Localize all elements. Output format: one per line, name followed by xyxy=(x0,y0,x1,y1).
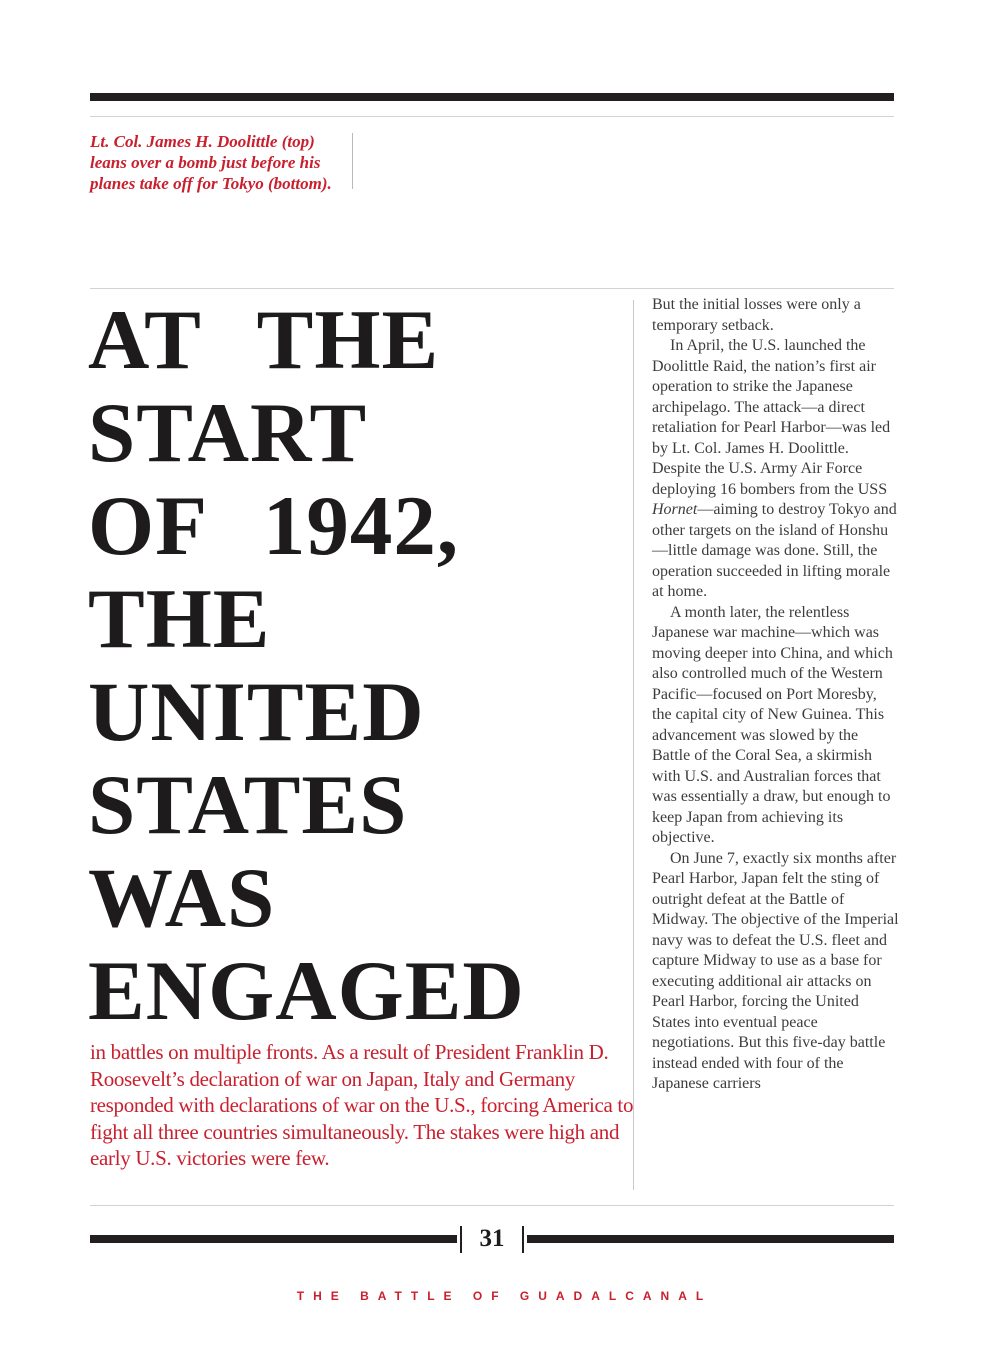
running-title: THE BATTLE OF GUADALCANAL xyxy=(296,1289,713,1303)
headline-line: OF 1942, xyxy=(88,479,460,573)
body-text: A month later, the relentless Japanese war machine—which was moving deeper into China, and which also controlled much of the Western Pacific—focused on Port Moresby, the capital city of New Guinea. This advancement was slowed by the Battle of the Coral Sea, a skirmish with U.S. and Australian forces that was essentially a draw, but enough to keep Japan from achieving its objective. xyxy=(652,603,893,846)
ship-name-italic: Hornet xyxy=(652,501,698,518)
body-text: But the initial losses were only a temporary setback. xyxy=(652,296,861,334)
body-text: In April, the U.S. launched the Doolittle Raid, the nation’s first air operation to strike the Japanese archipelago. The attack—a direct retaliation for Pearl Harbor—was led by Lt. Col. James H. Doolittle. Despite the U.S. Army Air Force deploying 16 bombers from the USS xyxy=(652,337,891,498)
photo-caption-line: planes take off for Tokyo (bottom). xyxy=(90,174,332,193)
headline-line: START xyxy=(88,386,368,480)
column-divider-rule xyxy=(633,300,634,1190)
headline-line: STATES xyxy=(88,758,408,852)
body-paragraph xyxy=(652,336,899,603)
headline-line: ENGAGED xyxy=(88,944,525,1038)
photo-caption xyxy=(90,131,345,194)
photo-caption-line: leans over a bomb just before his xyxy=(90,153,321,172)
headline-line: WAS xyxy=(88,851,276,945)
body-text: —aiming to destroy Tokyo and other targets on the island of Honshu—little damage was done. Still, the operation succeeded in lifting morale at home. xyxy=(652,501,897,600)
footer-hairline-rule xyxy=(90,1205,894,1206)
headline-line: THE xyxy=(88,572,271,666)
page-number: 31 xyxy=(479,1225,505,1252)
top-thick-rule xyxy=(90,93,894,101)
content-top-hairline xyxy=(90,288,894,289)
headline-line: AT THE xyxy=(88,293,440,387)
body-paragraph xyxy=(652,295,899,336)
headline-line: UNITED xyxy=(88,665,425,759)
footer-thick-rule-left xyxy=(90,1235,457,1243)
photo-caption-line: Lt. Col. James H. Doolittle (top) xyxy=(90,132,315,151)
caption-divider-rule xyxy=(352,133,353,189)
display-headline xyxy=(88,294,633,1038)
top-hairline-rule xyxy=(90,116,894,117)
body-paragraph xyxy=(652,849,899,1095)
body-paragraph xyxy=(652,603,899,849)
footer-thick-rule-right xyxy=(527,1235,894,1243)
body-text: On June 7, exactly six months after Pearl Harbor, Japan felt the sting of outright defeat at the Battle of Midway. The objective of the Imperial navy was to defeat the U.S. fleet and capture Midway to use as a base for executing additional air attacks on Pearl Harbor, forcing the United States into eventual peace negotiations. But this five-day battle instead ended with four of the Japanese carriers xyxy=(652,849,899,1092)
body-column xyxy=(652,295,899,1095)
lede-paragraph: in battles on multiple fronts. As a result of President Franklin D. Roosevelt’s declaration of war on Japan, Italy and Germany responded with declarations of war on the U.S., forcing America to fight all three countries simultaneously. The stakes were high and early U.S. victories were few. xyxy=(90,1040,634,1170)
